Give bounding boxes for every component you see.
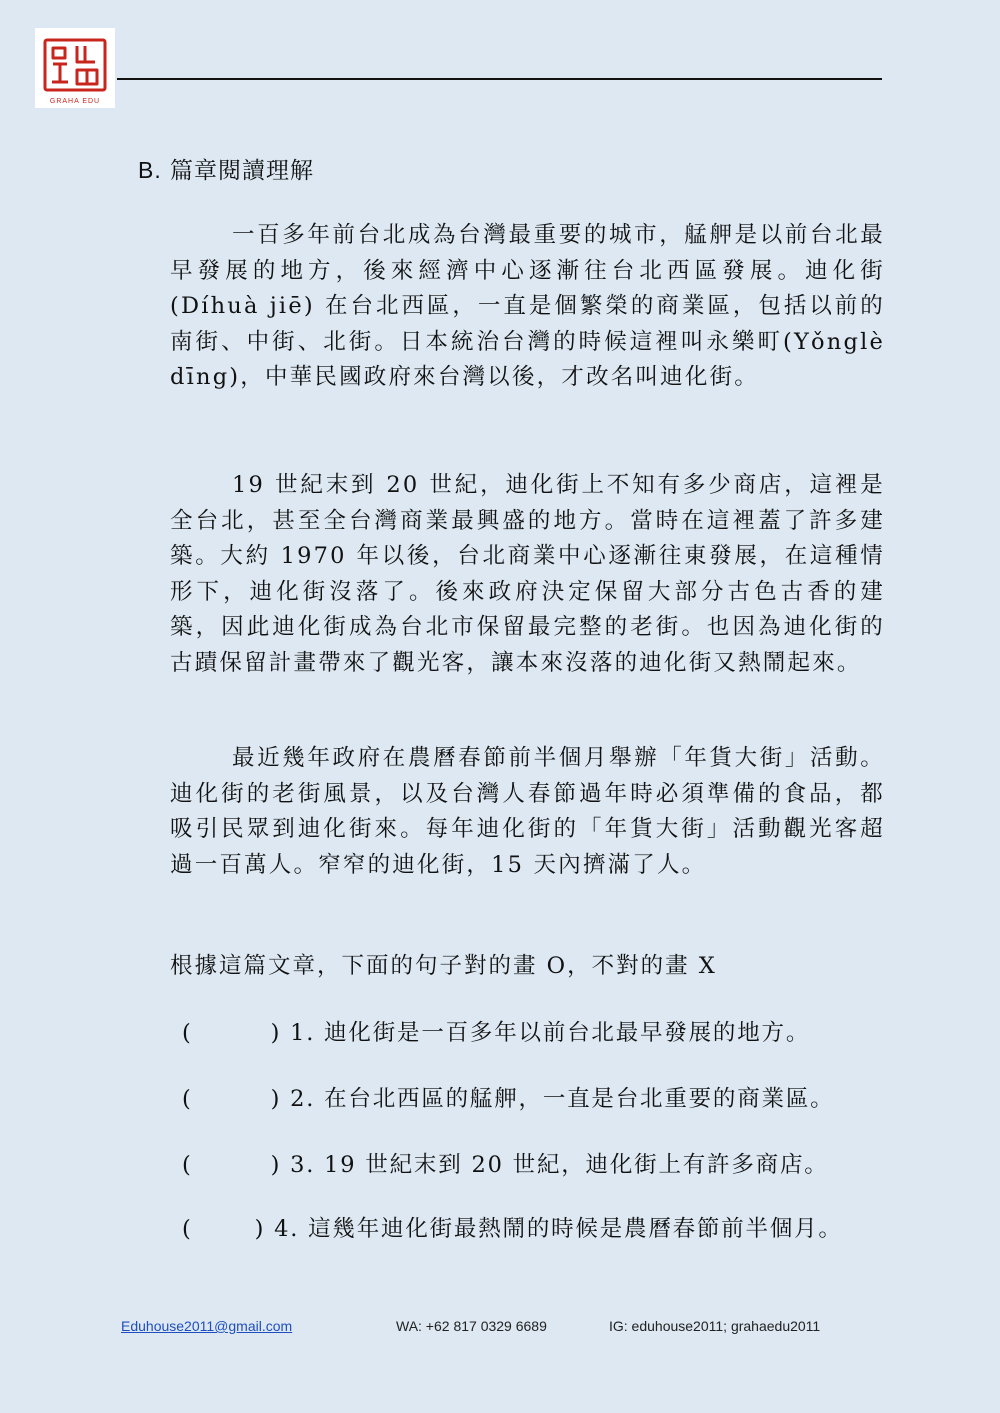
answer-close-paren: ) — [270, 1086, 282, 1112]
answer-open-paren: ( — [182, 1020, 193, 1046]
footer-whatsapp: WA: +62 817 0329 6689 — [396, 1318, 547, 1334]
footer-instagram: IG: eduhouse2011; grahaedu2011 — [609, 1318, 821, 1334]
question-text: 3. 19 世紀末到 20 世紀，迪化街上有許多商店。 — [290, 1152, 829, 1178]
svg-text:GRAHA EDU: GRAHA EDU — [49, 98, 101, 105]
paragraph-1: 一百多年前台北成為台灣最重要的城市，艋舺是以前台北最早發展的地方，後來經濟中心逐漸往台北西區發展。迪化街 (Díhuà jiē) 在台北西區，一直是個繁榮的商業區，包括以前的南街、中街、北街。日本統治台灣的時候這裡叫永樂町(Yǒnglè dīng)，中華民國政府來台灣以後，才改名叫迪化街。 — [170, 222, 885, 390]
question-text: 4. 這幾年迪化街最熱鬧的時候是農曆春節前半個月。 — [274, 1216, 843, 1242]
answer-close-paren: ) — [270, 1152, 282, 1178]
answer-open-paren: ( — [182, 1216, 193, 1242]
answer-open-paren: ( — [182, 1152, 193, 1178]
paragraph-3: 最近幾年政府在農曆春節前半個月舉辦「年貨大街」活動。迪化街的老街風景，以及台灣人春節過年時必須準備的食品，都吸引民眾到迪化街來。每年迪化街的「年貨大街」活動觀光客超過一百萬人。窄窄的迪化街，15 天內擠滿了人。 — [170, 745, 885, 878]
section-title — [138, 152, 314, 185]
answer-close-paren: ) — [254, 1216, 266, 1242]
answer-close-paren: ) — [270, 1020, 282, 1046]
question-item — [182, 1147, 829, 1179]
question-item — [182, 1211, 843, 1243]
question-text: 1. 迪化街是一百多年以前台北最早發展的地方。 — [290, 1020, 811, 1046]
paragraph-2: 19 世紀末到 20 世紀，迪化街上不知有多少商店，這裡是全台北，甚至全台灣商業最興盛的地方。當時在這裡蓋了許多建築。大約 1970 年以後，台北商業中心逐漸往東發展，在這種情形下，迪化街沒落了。後來政府決定保留大部分古色古香的建築，因此迪化街成為台北市保留最完整的老街。也因為迪化街的古蹟保留計畫帶來了觀光客，讓本來沒落的迪化街又熱鬧起來。 — [170, 472, 885, 676]
instruction: 根據這篇文章，下面的句子對的畫 O，不對的畫 X — [170, 953, 717, 979]
answer-open-paren: ( — [182, 1086, 193, 1112]
question-item — [182, 1081, 834, 1113]
section-letter: B. — [138, 157, 162, 183]
section-title-text: 篇章閱讀理解 — [170, 158, 315, 184]
graha-edu-seal-icon — [35, 28, 115, 108]
header-rule — [117, 78, 882, 80]
footer-email-link[interactable]: Eduhouse2011@gmail.com — [121, 1318, 293, 1334]
logo — [35, 28, 115, 108]
question-text: 2. 在台北西區的艋舺，一直是台北重要的商業區。 — [290, 1086, 835, 1112]
question-item — [182, 1015, 810, 1047]
